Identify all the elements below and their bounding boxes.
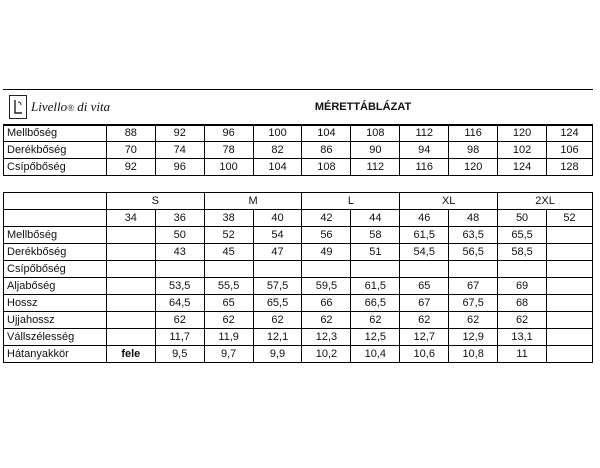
size-number-row	[4, 210, 593, 227]
table-cell	[106, 278, 155, 295]
size-group-header: L	[302, 193, 400, 210]
table-cell	[547, 261, 593, 278]
row-label: Derékbőség	[4, 142, 107, 159]
table-cell: 59,5	[302, 278, 351, 295]
table-cell: 49	[302, 244, 351, 261]
table-cell	[547, 329, 593, 346]
table-cell: 53,5	[155, 278, 204, 295]
size-group-row	[4, 193, 593, 210]
table-cell	[253, 261, 302, 278]
table-cell: 9,7	[204, 346, 253, 363]
brand-name: Livello® di vita	[31, 99, 111, 114]
table-cell: 104	[302, 125, 351, 142]
garment-measurements-table	[3, 192, 593, 363]
table-cell	[204, 261, 253, 278]
table-cell: 108	[351, 125, 400, 142]
table-cell: 116	[400, 159, 449, 176]
size-number-header: 50	[498, 210, 547, 227]
size-group-header: S	[106, 193, 204, 210]
size-group-header: M	[204, 193, 302, 210]
row-label: Mellbőség	[4, 125, 107, 142]
table-cell: 104	[253, 159, 302, 176]
table-row	[4, 125, 593, 142]
table-cell: 100	[253, 125, 302, 142]
table-cell: 62	[449, 312, 498, 329]
table-cell: 9,9	[253, 346, 302, 363]
table-cell: 128	[547, 159, 593, 176]
table-cell	[302, 261, 351, 278]
table-cell: 120	[449, 159, 498, 176]
table-cell: 112	[400, 125, 449, 142]
row-label: Hossz	[4, 295, 107, 312]
table-cell: 58	[351, 227, 400, 244]
table-cell	[106, 261, 155, 278]
table-cell: 12,3	[302, 329, 351, 346]
table-cell: 55,5	[204, 278, 253, 295]
table-cell: 12,5	[351, 329, 400, 346]
table-cell: 67,5	[449, 295, 498, 312]
table-cell: 82	[253, 142, 302, 159]
row-label: Mellbőség	[4, 227, 107, 244]
table-cell: 61,5	[400, 227, 449, 244]
table-cell: 54,5	[400, 244, 449, 261]
table-cell: 94	[400, 142, 449, 159]
table-cell: 12,7	[400, 329, 449, 346]
table-cell: 10,8	[449, 346, 498, 363]
table-cell: 90	[351, 142, 400, 159]
table-cell: 10,6	[400, 346, 449, 363]
row-label: Csípőbőség	[4, 261, 107, 278]
table-cell: 11,7	[155, 329, 204, 346]
size-number-header: 42	[302, 210, 351, 227]
table-cell	[106, 312, 155, 329]
table-cell: 58,5	[498, 244, 547, 261]
size-group-header: XL	[400, 193, 498, 210]
table-cell	[547, 295, 593, 312]
size-number-header: 34	[106, 210, 155, 227]
table-cell: 108	[302, 159, 351, 176]
table-cell: 106	[547, 142, 593, 159]
table-cell: 62	[204, 312, 253, 329]
table-cell: 10,2	[302, 346, 351, 363]
table-cell: 43	[155, 244, 204, 261]
table-cell	[498, 261, 547, 278]
table-cell: 65,5	[253, 295, 302, 312]
table-cell: 96	[204, 125, 253, 142]
table-cell	[351, 261, 400, 278]
corner-cell	[4, 210, 107, 227]
table-cell: 52	[204, 227, 253, 244]
row-label: Hátanyakkör	[4, 346, 107, 363]
table-cell: 92	[155, 125, 204, 142]
table-cell: 86	[302, 142, 351, 159]
table-cell: 11	[498, 346, 547, 363]
size-number-header: 46	[400, 210, 449, 227]
table-cell	[547, 346, 593, 363]
table-cell: 13,1	[498, 329, 547, 346]
table-cell: 96	[155, 159, 204, 176]
size-group-header: 2XL	[498, 193, 593, 210]
table-row	[4, 227, 593, 244]
table-cell: 67	[400, 295, 449, 312]
size-number-header: 48	[449, 210, 498, 227]
table-cell: 54	[253, 227, 302, 244]
row-label: Derékbőség	[4, 244, 107, 261]
table-cell: 62	[253, 312, 302, 329]
table-cell: 63,5	[449, 227, 498, 244]
table-cell	[547, 227, 593, 244]
table-row	[4, 142, 593, 159]
size-number-header: 40	[253, 210, 302, 227]
table-cell: 47	[253, 244, 302, 261]
table-cell: 66	[302, 295, 351, 312]
table-cell: 9,5	[155, 346, 204, 363]
row-label: Vállszélesség	[4, 329, 107, 346]
table-cell: 62	[351, 312, 400, 329]
table-row	[4, 295, 593, 312]
table-cell: 57,5	[253, 278, 302, 295]
corner-cell	[4, 193, 107, 210]
size-number-header: 52	[547, 210, 593, 227]
table-cell: 67	[449, 278, 498, 295]
table-cell	[547, 244, 593, 261]
table-cell: 69	[498, 278, 547, 295]
table-cell: 65	[400, 278, 449, 295]
table-cell	[106, 329, 155, 346]
table-cell: 62	[498, 312, 547, 329]
table-cell: 62	[155, 312, 204, 329]
table-cell	[449, 261, 498, 278]
table-cell	[106, 295, 155, 312]
table-row	[4, 312, 593, 329]
table-cell: 65	[204, 295, 253, 312]
size-number-header: 44	[351, 210, 400, 227]
table-cell: 88	[106, 125, 155, 142]
table-cell: 98	[449, 142, 498, 159]
table-cell: 116	[449, 125, 498, 142]
table-cell: 66,5	[351, 295, 400, 312]
table-cell: 45	[204, 244, 253, 261]
table-row	[4, 329, 593, 346]
table-row	[4, 261, 593, 278]
table-cell: 124	[498, 159, 547, 176]
table-cell	[547, 312, 593, 329]
row-label: Csípőbőség	[4, 159, 107, 176]
body-measurements-table	[3, 124, 593, 176]
size-number-header: 36	[155, 210, 204, 227]
table-cell	[547, 278, 593, 295]
table-cell	[400, 261, 449, 278]
table-cell: 62	[400, 312, 449, 329]
row-label: Aljabőség	[4, 278, 107, 295]
table-row	[4, 346, 593, 363]
table-cell	[106, 227, 155, 244]
table-cell: 50	[155, 227, 204, 244]
table-cell: 74	[155, 142, 204, 159]
table-cell	[106, 244, 155, 261]
table-cell: 65,5	[498, 227, 547, 244]
table-cell: 64,5	[155, 295, 204, 312]
table-cell: 12,1	[253, 329, 302, 346]
table-cell: 92	[106, 159, 155, 176]
table-cell: 12,9	[449, 329, 498, 346]
table-cell: 11,9	[204, 329, 253, 346]
table-row	[4, 159, 593, 176]
table-cell: 120	[498, 125, 547, 142]
chart-header	[3, 89, 593, 126]
table-cell: 124	[547, 125, 593, 142]
table-cell: 68	[498, 295, 547, 312]
table-cell: 56	[302, 227, 351, 244]
table-cell: 61,5	[351, 278, 400, 295]
table-cell	[155, 261, 204, 278]
table-cell: 62	[302, 312, 351, 329]
table-cell: 10,4	[351, 346, 400, 363]
table-cell: 112	[351, 159, 400, 176]
table-cell: 56,5	[449, 244, 498, 261]
table-cell: 78	[204, 142, 253, 159]
table-cell: 51	[351, 244, 400, 261]
table-cell: 70	[106, 142, 155, 159]
row-label-suffix: fele	[106, 346, 155, 363]
size-number-header: 38	[204, 210, 253, 227]
table-cell: 100	[204, 159, 253, 176]
table-row	[4, 278, 593, 295]
table-row	[4, 244, 593, 261]
table-cell: 102	[498, 142, 547, 159]
row-label: Ujjahossz	[4, 312, 107, 329]
page-title: MÉRETTÁBLÁZAT	[314, 101, 412, 113]
